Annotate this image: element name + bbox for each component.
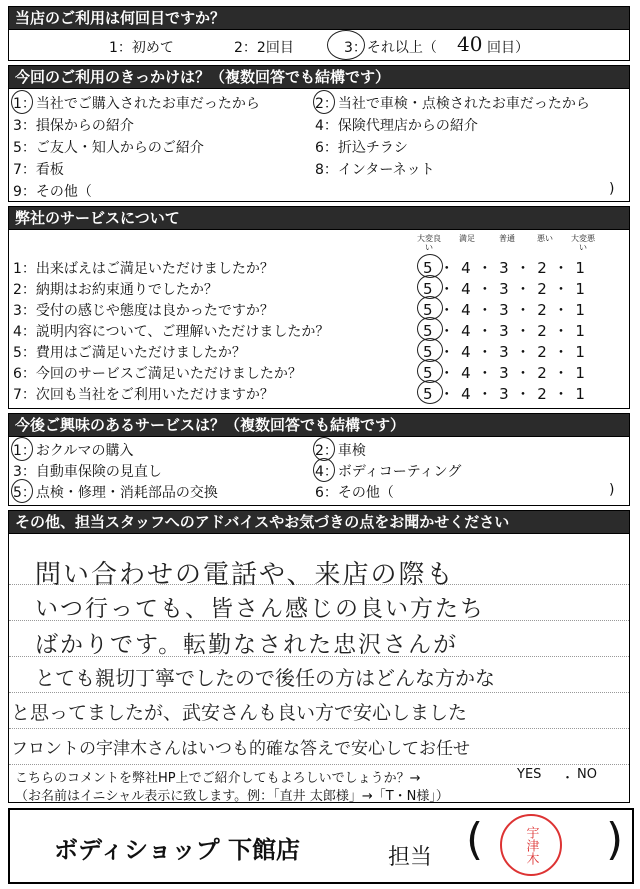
shop-name: ボディショップ 下館店 <box>54 836 300 864</box>
q3-scale-3[interactable]: 5 ・ 4 ・ 3 ・ 2 ・ 1 <box>423 301 586 319</box>
q2-title: 今回のご利用のきっかけは？（複数回答でも結構です） <box>8 65 630 89</box>
q2-item-1[interactable]: 1：当社でご購入されたお車だったから <box>13 96 260 112</box>
q2-item-3[interactable]: 3：損保からの紹介 <box>13 118 134 134</box>
q3-box <box>8 230 630 409</box>
survey-form <box>8 6 630 803</box>
q4-item-1[interactable]: 1：おクルマの購入 <box>13 443 134 459</box>
q4-item-3[interactable]: 3：自動車保険の見直し <box>13 464 162 480</box>
q1-title: 当店のご利用は何回目ですか？ <box>8 6 630 30</box>
q3-answer-circle-7 <box>417 380 443 404</box>
q4-answer-circle-1 <box>11 437 33 461</box>
q1-box <box>8 30 630 61</box>
consent-no[interactable]: NO <box>577 767 597 782</box>
q4-item-6[interactable]: 6：その他（ <box>315 485 394 501</box>
q3-item-4: 4：説明内容について、ご理解いただけましたか？ <box>13 324 330 340</box>
q2-item-2[interactable]: 2：当社で車検・点検されたお車だったから <box>315 96 590 112</box>
shop-box <box>8 808 634 884</box>
scale-label-5: 大変良い <box>417 234 441 252</box>
q5-box <box>8 534 630 803</box>
q3-scale-6[interactable]: 5 ・ 4 ・ 3 ・ 2 ・ 1 <box>423 364 586 382</box>
staff-paren-close: ) <box>606 814 624 865</box>
comment-line-2: いつ行っても、皆さん感じの良い方たち <box>35 596 485 622</box>
q2-box <box>8 89 630 202</box>
q1-option-1[interactable]: 1：初めて <box>109 40 174 56</box>
q3-scale-1[interactable]: 5 ・ 4 ・ 3 ・ 2 ・ 1 <box>423 259 586 277</box>
q2-answer-circle-2 <box>313 90 335 114</box>
q1-count[interactable]: 40 <box>457 32 483 56</box>
q5-title: その他、担当スタッフへのアドバイスやお気づきの点をお聞かせください <box>8 510 630 534</box>
q3-scale-4[interactable]: 5 ・ 4 ・ 3 ・ 2 ・ 1 <box>423 322 586 340</box>
q3-scale-2[interactable]: 5 ・ 4 ・ 3 ・ 2 ・ 1 <box>423 280 586 298</box>
q2-answer-circle-1 <box>11 90 33 114</box>
q2-item-5[interactable]: 5：ご友人・知人からのご紹介 <box>13 140 204 156</box>
comment-line-3: ばかりです。転勤なされた忠沢さんが <box>35 632 459 658</box>
scale-label-4: 満足 <box>459 234 475 243</box>
q4-item-4[interactable]: 4：ボディコーティング <box>315 464 462 480</box>
q2-item-6[interactable]: 6：折込チラシ <box>315 140 408 156</box>
staff-paren-open: ( <box>466 814 484 865</box>
consent-note: （お名前はイニシャル表示に致します。例：「直井 太郎様」→「T・N様」） <box>15 789 449 803</box>
q4-item-2[interactable]: 2：車検 <box>315 443 366 459</box>
q3-title: 弊社のサービスについて <box>8 206 630 230</box>
scale-label-2: 悪い <box>537 234 553 243</box>
q1-option-2[interactable]: 2：2回目 <box>234 40 294 56</box>
q3-scale-7[interactable]: 5 ・ 4 ・ 3 ・ 2 ・ 1 <box>423 385 586 403</box>
q1-option-3[interactable]: 3：それ以上（ <box>344 40 437 56</box>
q2-item-8[interactable]: 8：インターネット <box>315 162 435 178</box>
q3-item-7: 7：次回も当社をご利用いただけますか？ <box>13 387 274 403</box>
q3-item-3: 3：受付の感じや態度は良かったですか？ <box>13 303 274 319</box>
q4-title: 今後ご興味のあるサービスは？（複数回答でも結構です） <box>8 413 630 437</box>
consent-yes[interactable]: YES <box>517 767 542 782</box>
q4-close: ) <box>609 482 615 498</box>
q2-item-4[interactable]: 4：保険代理店からの紹介 <box>315 118 478 134</box>
q3-item-5: 5：費用はご満足いただけましたか？ <box>13 345 246 361</box>
consent-separator: ・ <box>561 771 575 786</box>
q4-item-5[interactable]: 5：点検・修理・消耗部品の交換 <box>13 485 218 501</box>
q2-item-9[interactable]: 9：その他（ <box>13 184 92 200</box>
comment-line-6: フロントの宇津木さんはいつも的確な答えで安心してお任せ <box>11 739 470 759</box>
scale-label-1: 大変悪い <box>571 234 595 252</box>
comment-line-4: とても親切丁寧でしたので後任の方はどんな方かな <box>35 666 495 690</box>
q3-item-6: 6：今回のサービスご満足いただけましたか？ <box>13 366 302 382</box>
q2-close: ) <box>609 181 615 197</box>
comment-line-5: と思ってましたが、武安さんも良い方で安心しました <box>11 702 468 724</box>
q4-box <box>8 437 630 506</box>
q3-scale-5[interactable]: 5 ・ 4 ・ 3 ・ 2 ・ 1 <box>423 343 586 361</box>
staff-label: 担当 <box>388 845 433 870</box>
q4-answer-circle-4 <box>313 458 335 482</box>
q2-item-7[interactable]: 7：看板 <box>13 162 64 178</box>
q4-answer-circle-5 <box>11 479 33 503</box>
staff-stamp: 宇津木 <box>500 814 562 876</box>
q3-item-1: 1：出来ばえはご満足いただけましたか？ <box>13 261 274 277</box>
consent-question: こちらのコメントを弊社HP上でご紹介してもよろしいでしょうか？→ <box>15 771 421 786</box>
q3-item-2: 2：納期はお約束通りでしたか？ <box>13 282 218 298</box>
scale-label-3: 普通 <box>499 234 515 243</box>
comment-line-1: 問い合わせの電話や、来店の際も <box>35 560 455 590</box>
q1-answer-circle <box>327 30 365 60</box>
q1-unit: 回目） <box>487 40 529 56</box>
